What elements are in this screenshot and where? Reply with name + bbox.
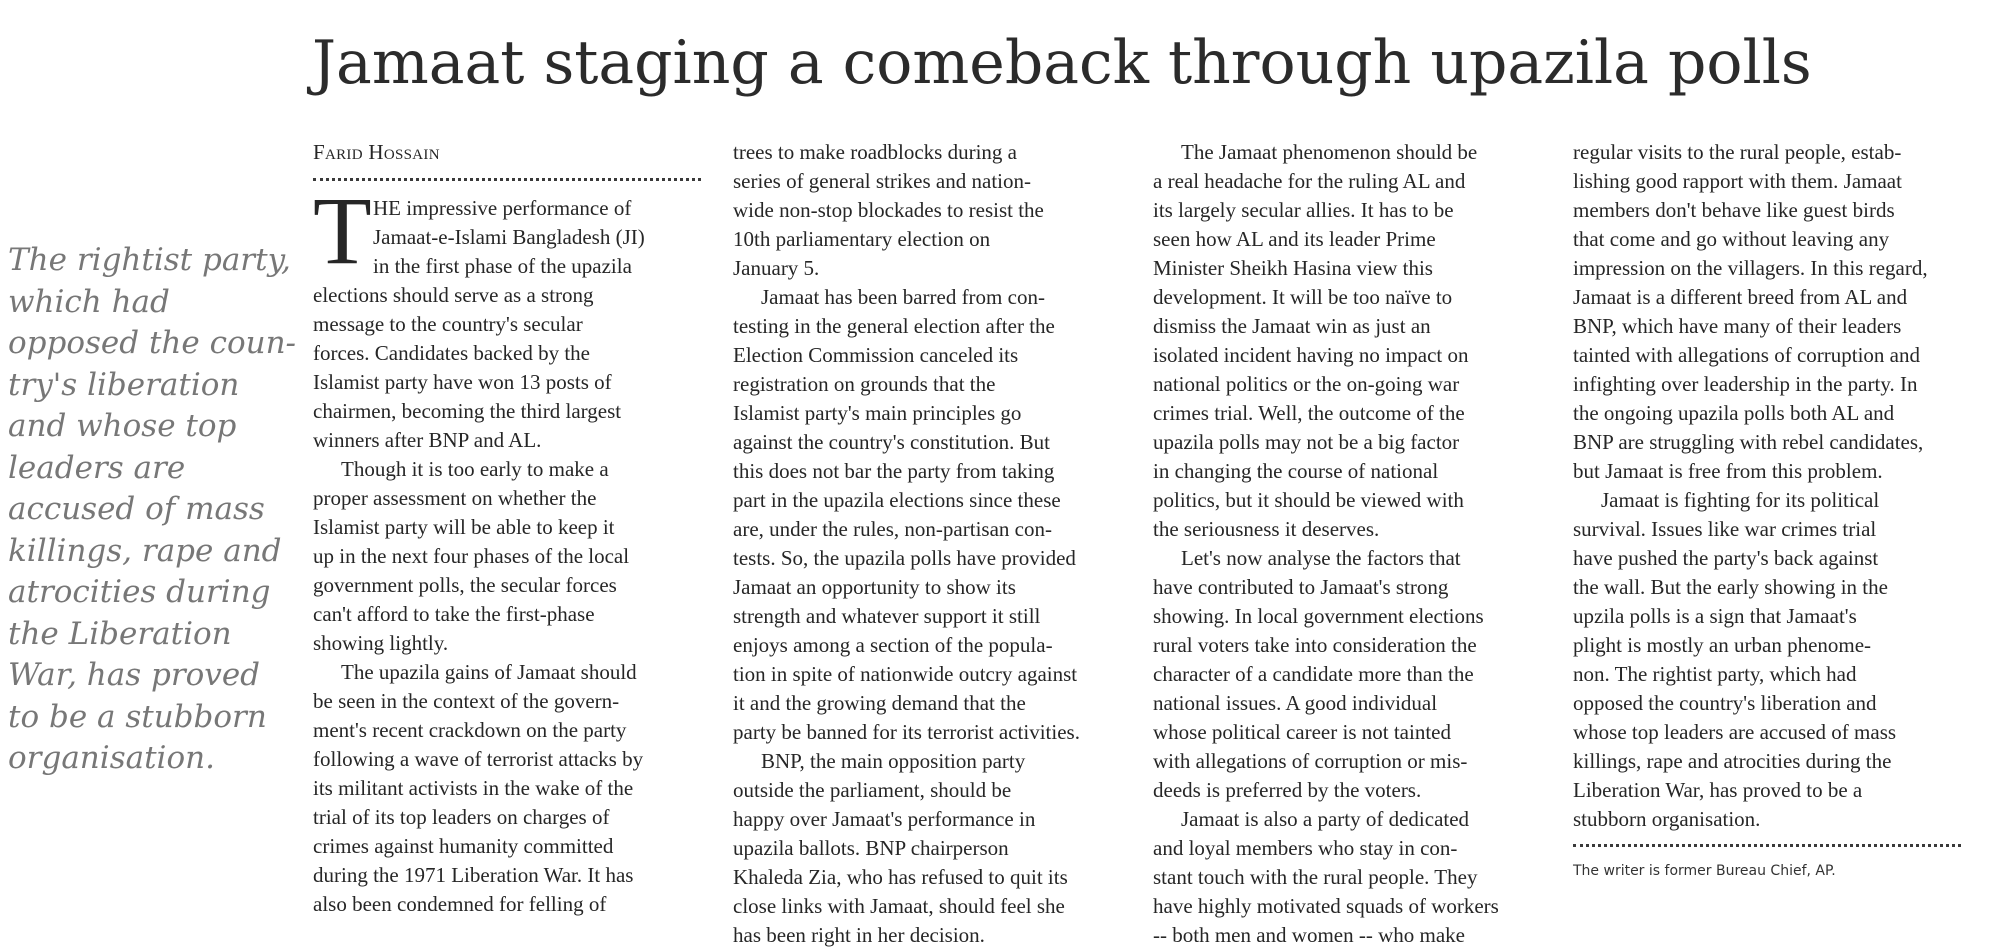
text-line: elections should serve as a strong — [313, 283, 594, 307]
drop-cap: T — [313, 177, 372, 284]
text-line: in changing the course of national — [1153, 459, 1439, 483]
text-line: crimes trial. Well, the outcome of the — [1153, 401, 1465, 425]
text-line: 10th parliamentary election on — [733, 227, 991, 251]
text-line: tainted with allegations of corruption and — [1573, 343, 1920, 367]
text-line: tests. So, the upazila polls have provided — [733, 546, 1076, 570]
text-line: January 5. — [733, 256, 820, 280]
text-line: the ongoing upazila polls both AL and — [1573, 401, 1895, 425]
text-line: isolated incident having no impact on — [1153, 343, 1469, 367]
author-footnote: The writer is former Bureau Chief, AP. — [1573, 863, 1836, 879]
text-line: trees to make roadblocks during a — [733, 140, 1017, 164]
text-line: its militant activists in the wake of the — [313, 776, 634, 800]
text-line: also been condemned for felling of — [313, 892, 607, 916]
text-line: against the country's constitution. But — [733, 430, 1050, 454]
text-line: strength and whatever support it still — [733, 604, 1041, 628]
footnote-divider — [1573, 844, 1961, 847]
text-line: stubborn organisation. — [1573, 807, 1761, 831]
pull-quote-line: the Liberation — [8, 615, 232, 652]
text-line: national issues. A good individual — [1153, 691, 1438, 715]
text-line: development. It will be too naïve to — [1153, 285, 1453, 309]
text-line: this does not bar the party from taking — [733, 459, 1055, 483]
text-line: members don't behave like guest birds — [1573, 198, 1895, 222]
text-line: plight is mostly an urban phenome- — [1573, 633, 1872, 657]
text-line: Let's now analyse the factors that — [1181, 546, 1461, 570]
text-line: -- both men and women -- who make — [1153, 923, 1465, 947]
text-line: outside the parliament, should be — [733, 778, 1012, 802]
dropcap-block — [313, 177, 703, 284]
text-line: has been right in her decision. — [733, 923, 985, 947]
text-line: national politics or the on-going war — [1153, 372, 1460, 396]
text-line: in the first phase of the upazila — [373, 254, 632, 278]
text-line: Islamist party will be able to keep it — [313, 515, 615, 539]
text-line: following a wave of terrorist attacks by — [313, 747, 644, 771]
text-line: upazila polls may not be a big factor — [1153, 430, 1460, 454]
pull-quote-line: killings, rape and — [8, 532, 282, 569]
text-line: testing in the general election after the — [733, 314, 1055, 338]
text-line: whose top leaders are accused of mass — [1573, 720, 1897, 744]
byline: Farid Hossain — [313, 140, 440, 164]
text-line: upzila polls is a sign that Jamaat's — [1573, 604, 1857, 628]
text-line: registration on grounds that the — [733, 372, 996, 396]
text-line: killings, rape and atrocities during the — [1573, 749, 1892, 773]
text-line: HE impressive performance of — [373, 196, 632, 220]
text-line: rural voters take into consideration the — [1153, 633, 1477, 657]
text-line: forces. Candidates backed by the — [313, 341, 590, 365]
text-line: infighting over leadership in the party. In — [1573, 372, 1918, 396]
text-line: be seen in the context of the govern- — [313, 689, 620, 713]
pull-quote-line: leaders are — [8, 449, 186, 486]
pull-quote-line: try's liberation — [8, 366, 240, 403]
text-line: have pushed the party's back against — [1573, 546, 1879, 570]
column-body — [313, 281, 703, 919]
text-line: stant touch with the rural people. They — [1153, 865, 1478, 889]
pull-quote-line: opposed the coun- — [8, 325, 297, 361]
column-body — [1573, 138, 1973, 834]
text-line: seen how AL and its leader Prime — [1153, 227, 1436, 251]
text-line: wide non-stop blockades to resist the — [733, 198, 1044, 222]
pull-quote-line: to be a stubborn — [8, 698, 267, 735]
article-column-3 — [1153, 138, 1553, 950]
pull-quote-line: War, has proved — [8, 657, 261, 693]
text-line: showing lightly. — [313, 631, 449, 655]
text-line: the wall. But the early showing in the — [1573, 575, 1888, 599]
text-line: winners after BNP and AL. — [313, 428, 542, 452]
text-line: Khaleda Zia, who has refused to quit its — [733, 865, 1068, 889]
text-line: that come and go without leaving any — [1573, 227, 1890, 251]
text-line: chairmen, becoming the third largest — [313, 399, 622, 423]
text-line: Minister Sheikh Hasina view this — [1153, 256, 1433, 280]
article-column-2 — [733, 138, 1133, 950]
text-line: Jamaat is also a party of dedicated — [1181, 807, 1470, 831]
text-line: Jamaat is fighting for its political — [1601, 488, 1880, 512]
text-line: message to the country's secular — [313, 312, 583, 336]
text-line: have highly motivated squads of workers — [1153, 894, 1499, 918]
text-line: proper assessment on whether the — [313, 486, 597, 510]
text-line: deeds is preferred by the voters. — [1153, 778, 1422, 802]
text-line: BNP, which have many of their leaders — [1573, 314, 1902, 338]
headline: Jamaat staging a comeback through upazila polls — [312, 28, 1812, 98]
text-line: party be banned for its terrorist activities. — [733, 720, 1080, 744]
pull-quote-line: and whose top — [8, 408, 237, 444]
text-line: the seriousness it deserves. — [1153, 517, 1380, 541]
text-line: have contributed to Jamaat's strong — [1153, 575, 1449, 599]
text-line: tion in spite of nationwide outcry against — [733, 662, 1078, 686]
pull-quote-line: which had — [8, 283, 170, 320]
text-line: ment's recent crackdown on the party — [313, 718, 627, 742]
pull-quote-line: accused of mass — [8, 491, 265, 527]
text-line: are, under the rules, non-partisan con- — [733, 517, 1052, 541]
text-line: series of general strikes and nation- — [733, 169, 1031, 193]
text-line: character of a candidate more than the — [1153, 662, 1474, 686]
text-line: showing. In local government elections — [1153, 604, 1484, 628]
article-column-1 — [313, 138, 703, 919]
pull-quote — [8, 240, 297, 780]
text-line: The upazila gains of Jamaat should — [341, 660, 637, 684]
text-line: close links with Jamaat, should feel she — [733, 894, 1065, 918]
pull-quote-line: The rightist party, — [8, 242, 291, 278]
text-line: lishing good rapport with them. Jamaat — [1573, 169, 1902, 193]
text-line: impression on the villagers. In this regard, — [1573, 256, 1928, 280]
text-line: upazila ballots. BNP chairperson — [733, 836, 1009, 860]
text-line: Islamist party's main principles go — [733, 401, 1022, 425]
text-line: can't afford to take the first-phase — [313, 602, 595, 626]
text-line: enjoys among a section of the popula- — [733, 633, 1053, 657]
text-line: up in the next four phases of the local — [313, 544, 630, 568]
text-line: politics, but it should be viewed with — [1153, 488, 1464, 512]
text-line: BNP, the main opposition party — [761, 749, 1026, 773]
text-line: non. The rightist party, which had — [1573, 662, 1857, 686]
text-line: Liberation War, has proved to be a — [1573, 778, 1863, 802]
text-line: opposed the country's liberation and — [1573, 691, 1877, 715]
text-line: during the 1971 Liberation War. It has — [313, 863, 634, 887]
text-line: dismiss the Jamaat win as just an — [1153, 314, 1431, 338]
text-line: with allegations of corruption or mis- — [1153, 749, 1468, 773]
column-body — [733, 138, 1133, 950]
text-line: regular visits to the rural people, estab- — [1573, 140, 1902, 164]
pull-quote-line: atrocities during — [8, 574, 271, 610]
text-line: Though it is too early to make a — [341, 457, 609, 481]
text-line: part in the upazila elections since these — [733, 488, 1061, 512]
text-line: BNP are struggling with rebel candidates, — [1573, 430, 1924, 454]
text-line: Islamist party have won 13 posts of — [313, 370, 612, 394]
text-line: crimes against humanity committed — [313, 834, 614, 858]
text-line: Jamaat-e-Islami Bangladesh (JI) — [373, 225, 645, 249]
text-line: whose political career is not tainted — [1153, 720, 1451, 744]
text-line: trial of its top leaders on charges of — [313, 805, 610, 829]
text-line: happy over Jamaat's performance in — [733, 807, 1036, 831]
text-line: government polls, the secular forces — [313, 573, 617, 597]
text-line: and loyal members who stay in con- — [1153, 836, 1458, 860]
text-line: Jamaat an opportunity to show its — [733, 575, 1016, 599]
text-line: Jamaat is a different breed from AL and — [1573, 285, 1908, 309]
text-line: it and the growing demand that the — [733, 691, 1026, 715]
text-line: a real headache for the ruling AL and — [1153, 169, 1466, 193]
text-line: The Jamaat phenomenon should be — [1181, 140, 1478, 164]
column-body — [1153, 138, 1553, 950]
text-line: but Jamaat is free from this problem. — [1573, 459, 1883, 483]
article-column-4 — [1573, 138, 1973, 881]
text-line: survival. Issues like war crimes trial — [1573, 517, 1877, 541]
text-line: Election Commission canceled its — [733, 343, 1019, 367]
text-line: its largely secular allies. It has to be — [1153, 198, 1454, 222]
pull-quote-line: organisation. — [8, 740, 215, 776]
text-line: Jamaat has been barred from con- — [761, 285, 1045, 309]
